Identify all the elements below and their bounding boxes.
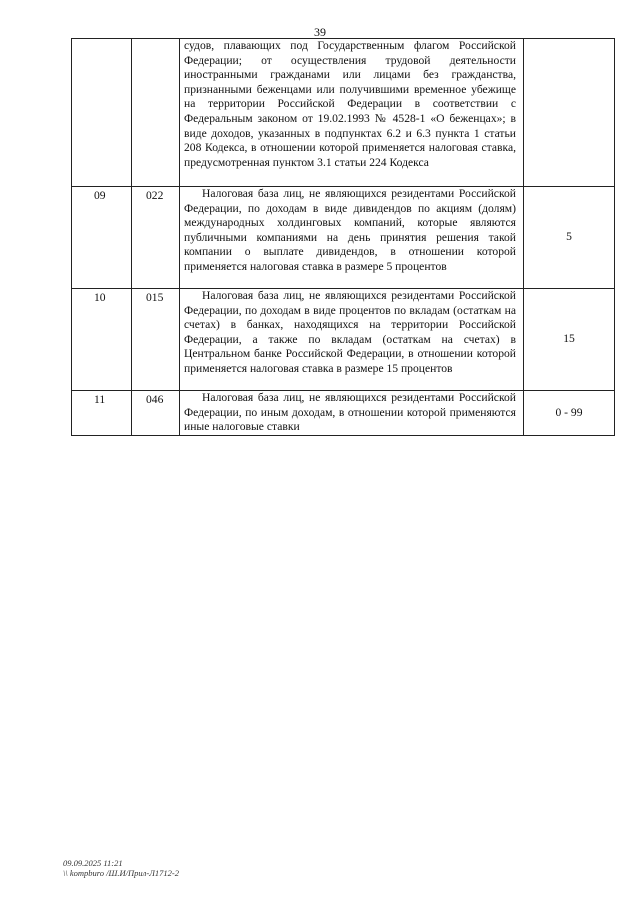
row-number-cell: 10 <box>72 289 132 391</box>
page-number: 39 <box>314 25 326 39</box>
row-description-cell <box>180 289 524 391</box>
row-rate-cell: 15 <box>524 289 615 391</box>
row-description-text: Налоговая база лиц, не являющихся резидентами Российской Федерации, по доходам в виде дивидендов по акциям (долям) международных холдинговых компаний, которые являются публичными компаниями на день принятия решения такой компании о выплате дивидендов, в отношении которой применяется налоговая ставка в размере 5 процентов <box>184 187 516 273</box>
footer-file-path: \\ kompburo /Ш.И/Прил-Л1712-2 <box>63 868 179 878</box>
tax-rate-table <box>71 38 615 436</box>
row-code-cell: 015 <box>132 289 180 391</box>
table-row <box>72 39 615 187</box>
row-rate-cell <box>524 39 615 187</box>
row-rate-cell: 5 <box>524 187 615 289</box>
document-footer <box>63 858 179 878</box>
table-row <box>72 289 615 391</box>
footer-timestamp: 09.09.2025 11:21 <box>63 858 123 868</box>
row-description-cell <box>180 391 524 436</box>
row-rate-cell: 0 - 99 <box>524 391 615 436</box>
row-description-cell <box>180 187 524 289</box>
row-description-text: Налоговая база лиц, не являющихся резидентами Российской Федерации, по иным доходам, в отношении которой применяются иные налоговые ставки <box>184 391 516 434</box>
table-row <box>72 187 615 289</box>
row-description-text: Налоговая база лиц, не являющихся резидентами Российской Федерации, по доходам в виде процентов по вкладам (остаткам на счетах) в банках, находящихся на территории Российской Федерации, а также по вкладам (остаткам на счетах) в Центральном банке Российской Федерации, в отношении которой применяется налоговая ставка в размере 15 процентов <box>184 289 516 375</box>
row-number-cell: 11 <box>72 391 132 436</box>
row-description-text: судов, плавающих под Государственным флагом Российской Федерации; от осуществления трудовой деятельности иностранными гражданами или лицами без гражданства, признанными беженцами или получившими временное убежище на территории Российской Федерации в соответствии с Федеральным законом от 19.02.1993 № 4528-1 «О беженцах»; в виде доходов, указанных в подпунктах 6.2 и 6.3 пункта 1 статьи 208 Кодекса, в отношении которой применяется налоговая ставка, предусмотренная пунктом 3.1 статьи 224 Кодекса <box>184 39 516 169</box>
row-number-cell <box>72 39 132 187</box>
row-code-cell: 046 <box>132 391 180 436</box>
table-row <box>72 391 615 436</box>
row-code-cell: 022 <box>132 187 180 289</box>
row-code-cell <box>132 39 180 187</box>
row-number-cell: 09 <box>72 187 132 289</box>
row-description-cell <box>180 39 524 187</box>
